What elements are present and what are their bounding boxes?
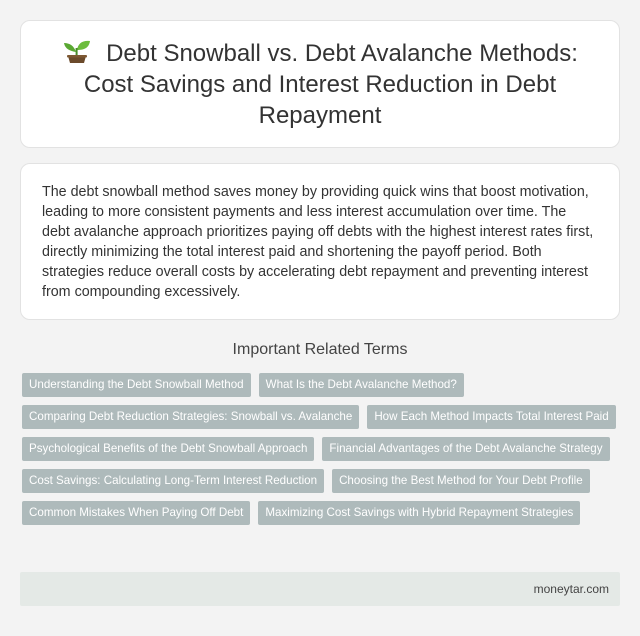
related-term-tag[interactable]: Common Mistakes When Paying Off Debt bbox=[22, 501, 250, 525]
summary-text: The debt snowball method saves money by providing quick wins that boost motivation, leading to more consistent payments and less interest accumulation over time. The debt avalanche approach prioritizes paying off debts with the highest interest rates first, directly minimizing the total interest paid and shortening the payoff period. Both strategies reduce overall costs by accelerating debt repayment and preventing interest from compounding excessively. bbox=[42, 184, 594, 300]
related-term-tag[interactable]: What Is the Debt Avalanche Method? bbox=[259, 373, 464, 397]
page-title bbox=[61, 38, 579, 131]
related-term-tag[interactable]: Choosing the Best Method for Your Debt Profile bbox=[332, 469, 590, 493]
related-terms-heading: Important Related Terms bbox=[232, 341, 408, 358]
related-term-tag[interactable]: Maximizing Cost Savings with Hybrid Repayment Strategies bbox=[258, 501, 580, 525]
footer bbox=[20, 572, 620, 606]
related-term-tag[interactable]: Understanding the Debt Snowball Method bbox=[22, 373, 251, 397]
page-title-text: Debt Snowball vs. Debt Avalanche Methods: Cost Savings and Interest Reduction in Debt Repayment bbox=[83, 39, 578, 129]
seedling-icon bbox=[62, 38, 92, 64]
summary-card bbox=[20, 163, 620, 320]
title-card bbox=[20, 20, 620, 148]
related-terms-list bbox=[22, 373, 622, 525]
related-term-tag[interactable]: How Each Method Impacts Total Interest Paid bbox=[367, 405, 615, 429]
related-term-tag[interactable]: Psychological Benefits of the Debt Snowball Approach bbox=[22, 437, 314, 461]
related-term-tag[interactable]: Cost Savings: Calculating Long-Term Interest Reduction bbox=[22, 469, 324, 493]
site-name[interactable]: moneytar.com bbox=[533, 582, 609, 596]
related-term-tag[interactable]: Financial Advantages of the Debt Avalanche Strategy bbox=[322, 437, 609, 461]
related-term-tag[interactable]: Comparing Debt Reduction Strategies: Snowball vs. Avalanche bbox=[22, 405, 359, 429]
